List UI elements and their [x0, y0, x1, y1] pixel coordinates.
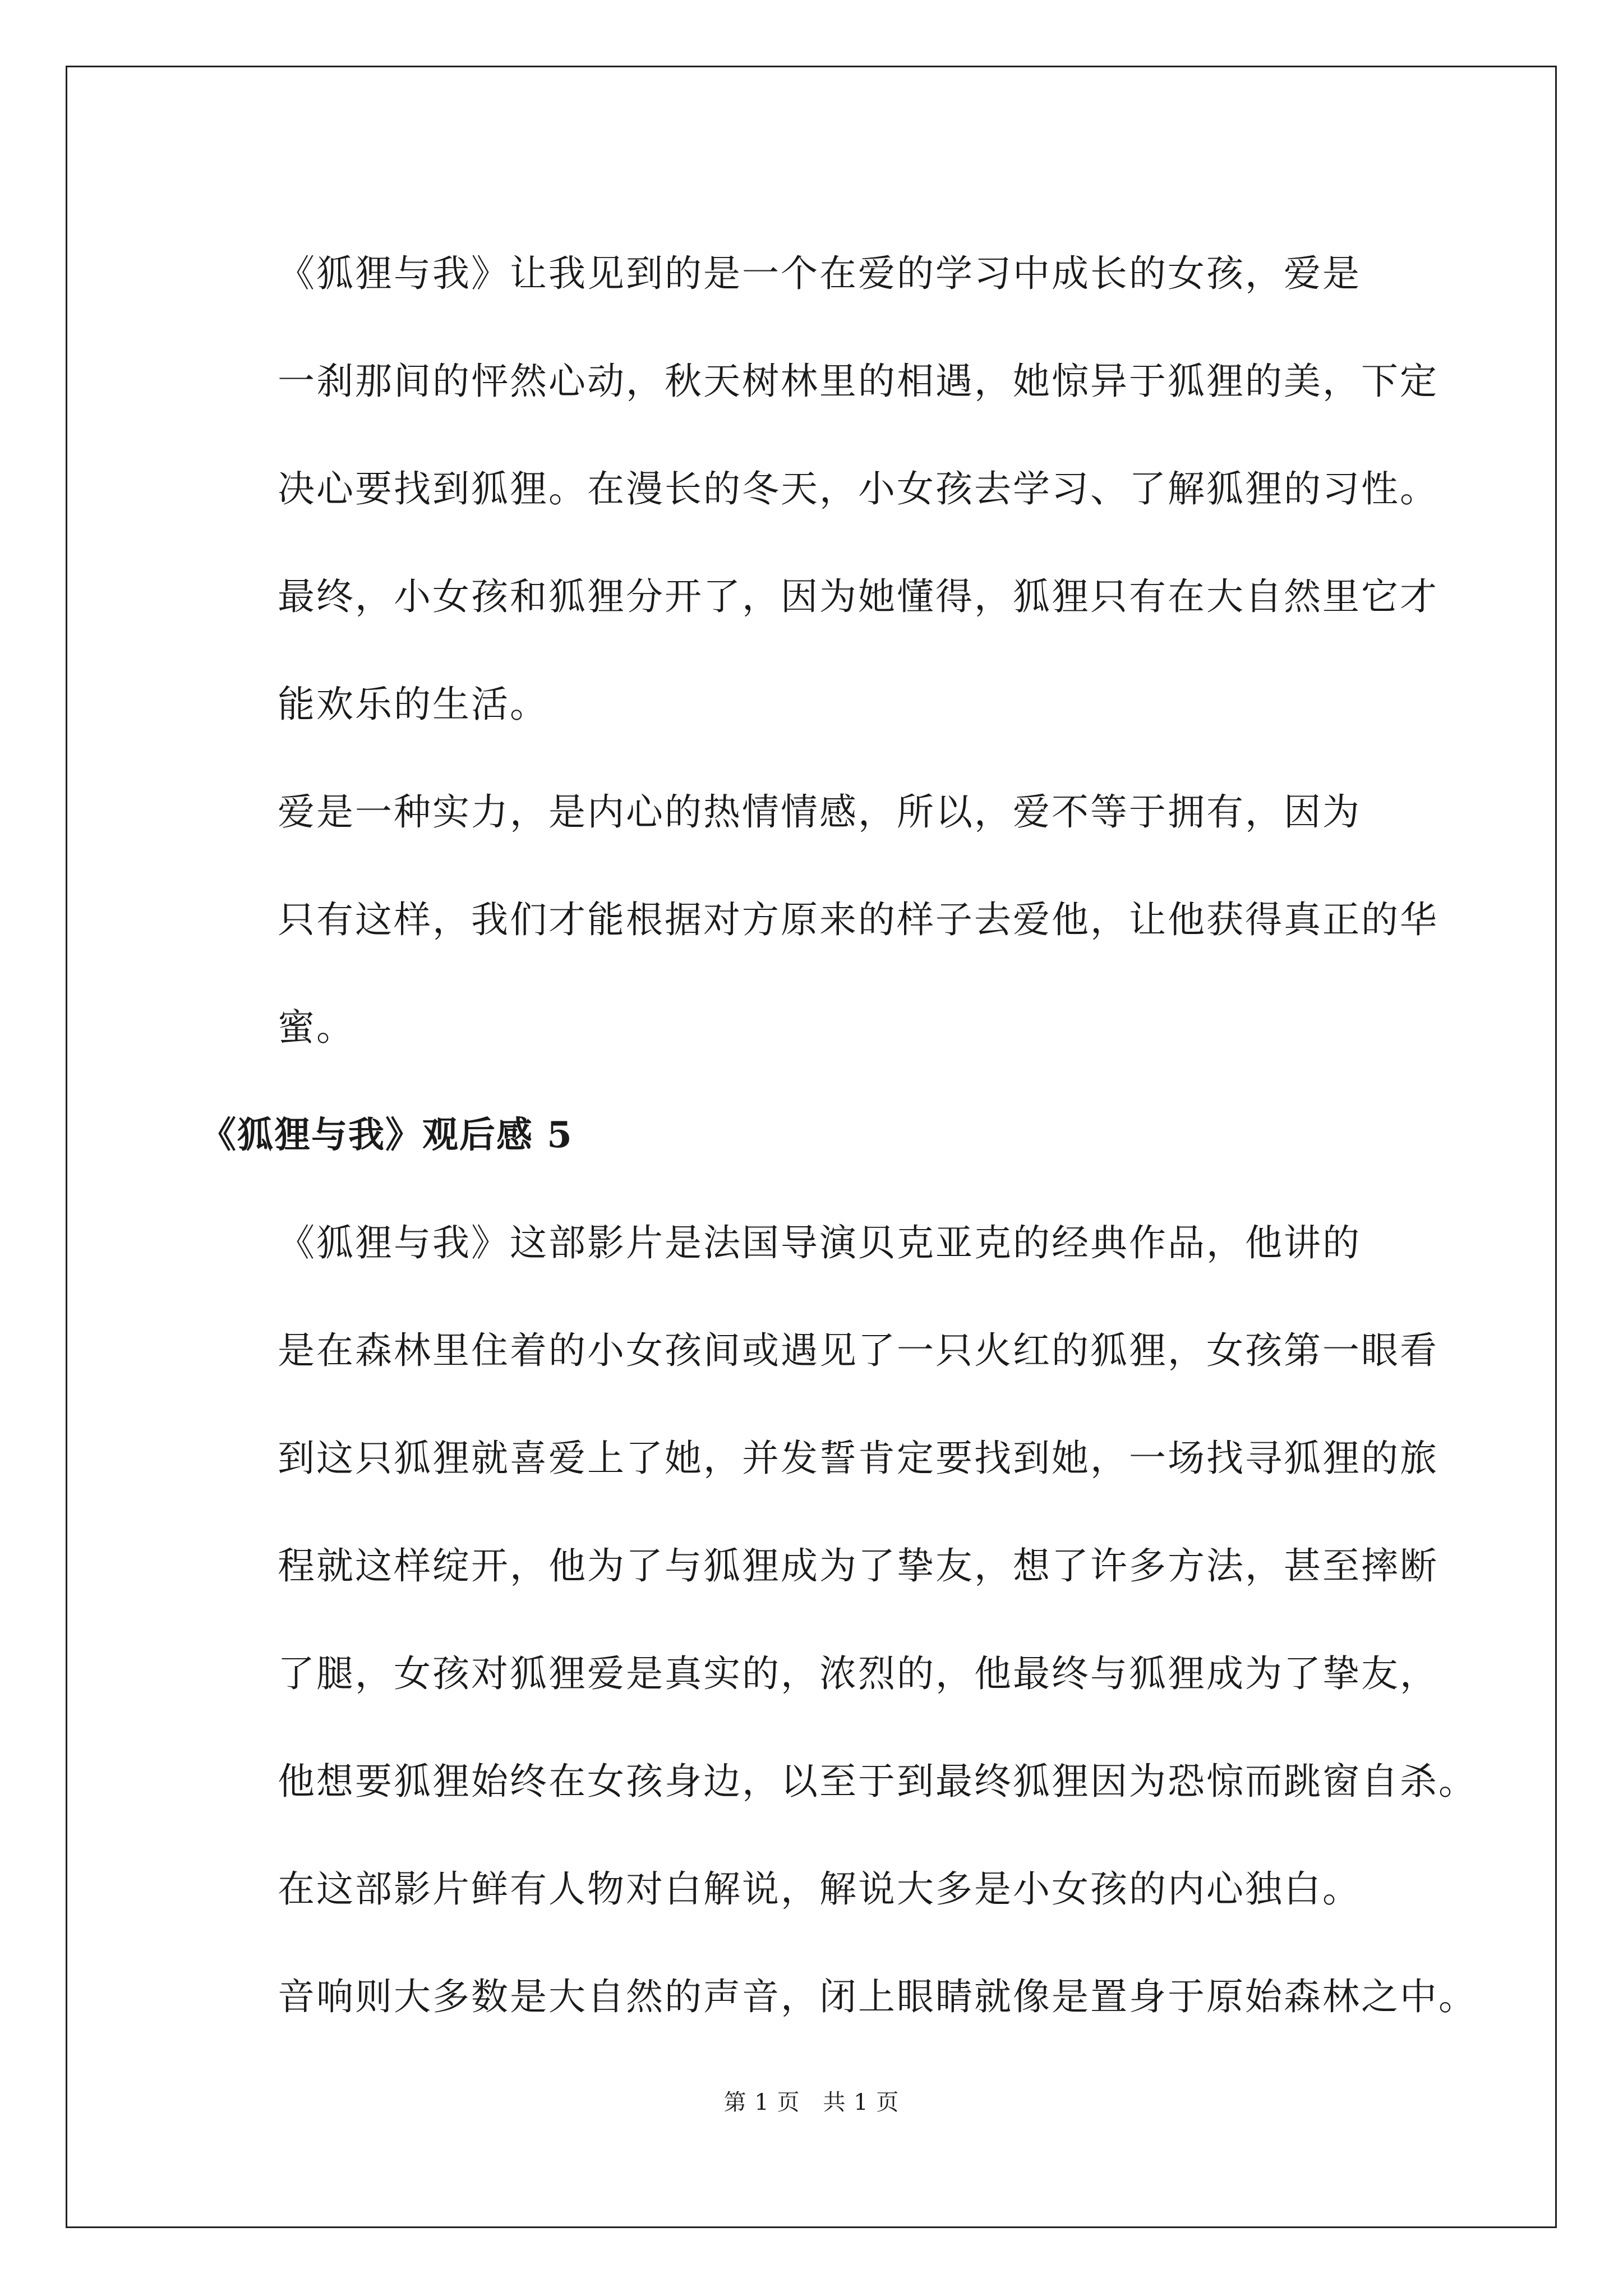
text-line: 程就这样绽开，他为了与狐狸成为了挚友，想了许多方法，甚至摔断 — [278, 1544, 1438, 1588]
paragraph-2 — [200, 758, 1438, 1082]
text-line: 能欢乐的生活。 — [278, 683, 548, 726]
paragraph-1 — [200, 220, 1438, 758]
text-line: 《狐狸与我》这部影片是法国导演贝克亚克的经典作品，他讲的 — [278, 1221, 1361, 1264]
paragraph-4 — [200, 1835, 1477, 2051]
text-line: 在这部影片鲜有人物对白解说，解说大多是小女孩的内心独白。 — [278, 1867, 1361, 1911]
document-body — [200, 220, 1477, 2051]
text-line: 只有这样，我们才能根据对方原来的样子去爱他，让他获得真正的华 — [278, 898, 1438, 941]
text-line: 了腿，女孩对狐狸爱是真实的，浓烈的，他最终与狐狸成为了挚友， — [278, 1652, 1438, 1695]
text-line: 音响则大多数是大自然的声音，闭上眼睛就像是置身于原始森林之中。 — [278, 1975, 1477, 2018]
section-heading: 《狐狸与我》观后感 5 — [200, 1114, 573, 1156]
text-line: 到这只狐狸就喜爱上了她，并发誓肯定要找到她，一场找寻狐狸的旅 — [278, 1437, 1438, 1480]
text-line: 最终，小女孩和狐狸分开了，因为她懂得，狐狸只有在大自然里它才 — [278, 575, 1438, 618]
text-line: 决心要找到狐狸。在漫长的冬天，小女孩去学习、了解狐狸的习性。 — [278, 467, 1438, 510]
text-line: 是在森林里住着的小女孩间或遇见了一只火红的狐狸，女孩第一眼看 — [278, 1329, 1438, 1372]
text-line: 《狐狸与我》让我见到的是一个在爱的学习中成长的女孩，爱是 — [278, 252, 1361, 295]
page-footer: 第 1 页 共 1 页 — [723, 2090, 900, 2115]
text-line: 蜜。 — [278, 1006, 355, 1049]
paragraph-3 — [200, 1189, 1477, 1835]
text-line: 一刹那间的怦然心动，秋天树林里的相遇，她惊异于狐狸的美，下定 — [278, 360, 1438, 403]
text-line: 爱是一种实力，是内心的热情情感，所以，爱不等于拥有，因为 — [278, 790, 1361, 834]
text-line: 他想要狐狸始终在女孩身边，以至于到最终狐狸因为恐惊而跳窗自杀。 — [278, 1760, 1477, 1803]
